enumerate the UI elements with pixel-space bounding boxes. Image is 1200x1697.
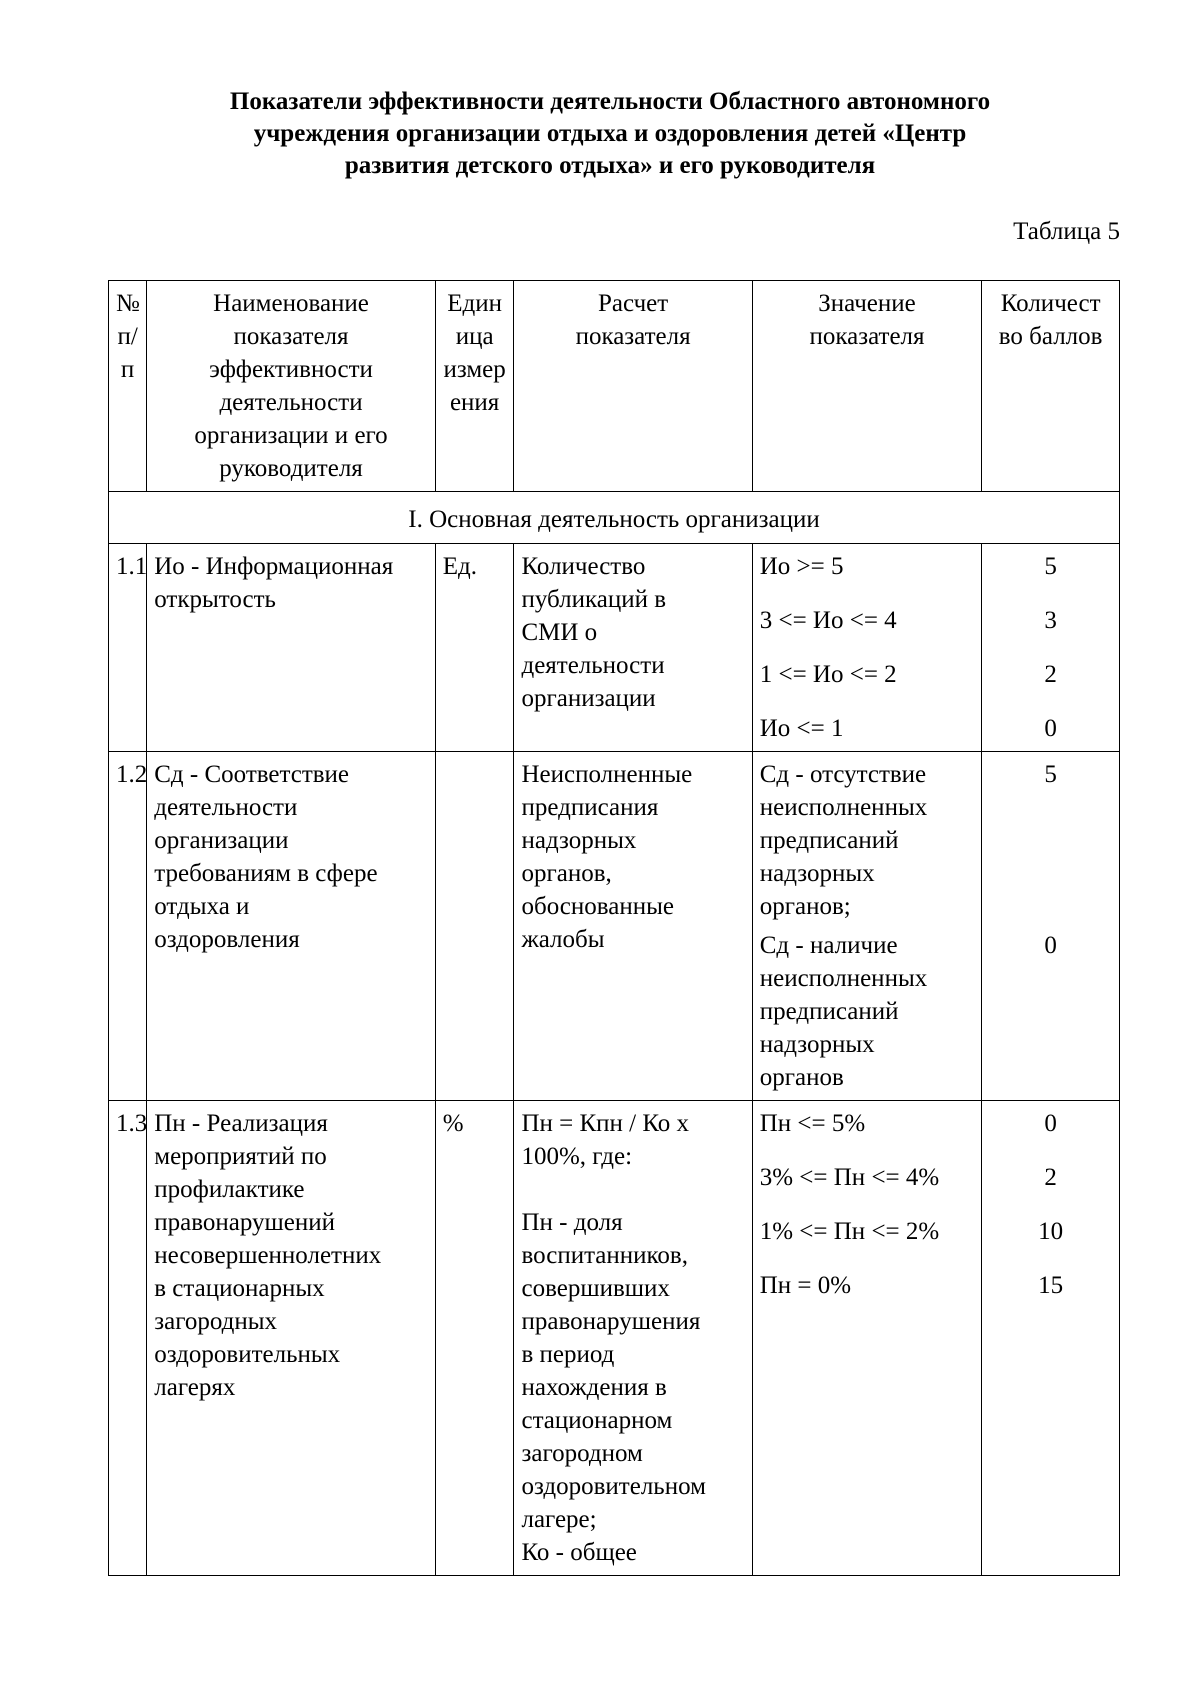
cell-line: оздоровления — [154, 926, 300, 953]
header-line: № — [116, 290, 140, 317]
cell-line: в стационарных — [154, 1275, 325, 1302]
header-line: п — [120, 356, 135, 383]
row-unit — [435, 752, 514, 1101]
cell-line: Ио - Информационная — [154, 553, 394, 580]
header-line: руководителя — [219, 455, 363, 482]
header-line: Един — [447, 290, 502, 317]
score-line: 10 — [1038, 1218, 1064, 1245]
cell-line: несовершеннолетних — [154, 1242, 382, 1269]
header-name — [147, 281, 436, 492]
value-line: Пн = 0% — [759, 1272, 852, 1299]
row-num: 1.2 — [109, 752, 147, 1101]
value-block — [760, 758, 975, 923]
table-row — [109, 752, 1120, 1101]
cell-line: совершивших — [521, 1275, 670, 1302]
table-row — [109, 1101, 1120, 1576]
cell-line: загородных — [154, 1308, 278, 1335]
cell-line: в период — [521, 1341, 615, 1368]
score-line: 15 — [1038, 1272, 1064, 1299]
header-value — [752, 281, 982, 492]
cell-line: требованиям в сфере — [154, 860, 378, 887]
value-line: предписаний — [759, 827, 899, 854]
table-row — [109, 544, 1120, 752]
row-unit: Ед. — [435, 544, 514, 752]
section-row — [109, 492, 1120, 544]
row-calc — [514, 544, 752, 752]
document-title — [110, 86, 1110, 182]
value-block — [760, 929, 975, 1094]
row-scores — [982, 544, 1120, 752]
cell-line: организации — [521, 685, 656, 712]
cell-line: Пн - доля — [521, 1209, 623, 1236]
value-line: надзорных — [759, 1031, 875, 1058]
row-calc — [514, 1101, 752, 1576]
score-line: 2 — [1044, 661, 1057, 688]
value-line: 3 <= Ио <= 4 — [759, 607, 897, 634]
cell-line: Пн - Реализация — [154, 1110, 328, 1137]
score-line: 3 — [1044, 607, 1057, 634]
cell-line: публикаций в — [521, 586, 667, 613]
cell-line: Пн = Кпн / Ко х — [521, 1110, 690, 1137]
cell-line: воспитанников, — [521, 1242, 688, 1269]
indicators-table — [108, 280, 1120, 1576]
section-title: I. Основная деятельность организации — [109, 492, 1120, 544]
row-name — [147, 752, 436, 1101]
row-name — [147, 544, 436, 752]
header-line: Расчет — [598, 290, 669, 317]
header-line: во баллов — [998, 323, 1103, 350]
value-line: Сд - отсутствие — [759, 761, 927, 788]
cell-line: правонарушений — [154, 1209, 335, 1236]
cell-line: организации — [154, 827, 289, 854]
value-line: Ио >= 5 — [759, 553, 844, 580]
cell-line: Количество — [521, 553, 646, 580]
header-line: ица — [455, 323, 494, 350]
row-calc — [514, 752, 752, 1101]
value-line: надзорных — [759, 860, 875, 887]
header-line: показателя — [233, 323, 349, 350]
row-values — [752, 752, 982, 1101]
cell-line: профилактике — [154, 1176, 305, 1203]
value-line: 3% <= Пн <= 4% — [759, 1164, 940, 1191]
score-line: 5 — [1044, 553, 1057, 580]
value-line: 1% <= Пн <= 2% — [759, 1218, 940, 1245]
cell-line: органов, — [521, 860, 612, 887]
header-line: организации и его — [194, 422, 388, 449]
cell-line: отдыха и — [154, 893, 250, 920]
header-line: измер — [443, 356, 506, 383]
cell-line: деятельности — [154, 794, 298, 821]
header-line: Наименование — [213, 290, 369, 317]
cell-line: предписания — [521, 794, 659, 821]
row-num: 1.3 — [109, 1101, 147, 1576]
row-unit: % — [435, 1101, 514, 1576]
value-line: неисполненных — [759, 794, 928, 821]
cell-line: СМИ о — [521, 619, 598, 646]
cell-line: лагерях — [154, 1374, 236, 1401]
score-line: 2 — [1044, 1164, 1057, 1191]
value-line: органов; — [759, 893, 851, 920]
header-unit — [435, 281, 514, 492]
cell-line: стационарном — [521, 1407, 673, 1434]
row-scores — [982, 752, 1120, 1101]
cell-line: надзорных — [521, 827, 637, 854]
title-line: Показатели эффективности деятельности Областного автономного — [229, 88, 991, 115]
cell-line: лагере; — [521, 1506, 597, 1533]
value-line: органов — [759, 1064, 844, 1091]
cell-line: обоснованные — [521, 893, 675, 920]
value-line: предписаний — [759, 998, 899, 1025]
value-line: Сд - наличие — [759, 932, 898, 959]
title-line: учреждения организации отдыха и оздоровления детей «Центр — [253, 120, 967, 147]
value-line: Пн <= 5% — [759, 1110, 866, 1137]
cell-line: Неисполненные — [521, 761, 693, 788]
header-line: ения — [449, 389, 500, 416]
cell-line: деятельности — [521, 652, 665, 679]
cell-line: загородном — [521, 1440, 643, 1467]
header-row — [109, 281, 1120, 492]
header-line: показателя — [575, 323, 691, 350]
header-num — [109, 281, 147, 492]
cell-line: Сд - Соответствие — [154, 761, 350, 788]
cell-line: жалобы — [521, 926, 605, 953]
header-line: деятельности — [219, 389, 363, 416]
score-line: 5 — [1044, 761, 1057, 788]
cell-line: оздоровительных — [154, 1341, 341, 1368]
title-line: развития детского отдыха» и его руководителя — [344, 152, 876, 179]
header-line: Количест — [1000, 290, 1101, 317]
header-line: эффективности — [209, 356, 373, 383]
row-scores — [982, 1101, 1120, 1576]
header-calc — [514, 281, 752, 492]
row-num: 1.1 — [109, 544, 147, 752]
value-line: 1 <= Ио <= 2 — [759, 661, 897, 688]
cell-line: открытость — [154, 586, 276, 613]
cell-line: правонарушения — [521, 1308, 701, 1335]
header-line: показателя — [809, 323, 925, 350]
cell-line: мероприятий по — [154, 1143, 327, 1170]
header-line: п/ — [117, 323, 138, 350]
value-line: Ио <= 1 — [759, 715, 844, 742]
cell-line: Ко - общее — [521, 1539, 637, 1566]
header-line: Значение — [818, 290, 916, 317]
header-score — [982, 281, 1120, 492]
value-line: неисполненных — [759, 965, 928, 992]
score-line: 0 — [1044, 932, 1057, 959]
score-line: 0 — [1044, 715, 1057, 742]
cell-line: нахождения в — [521, 1374, 667, 1401]
cell-line: 100%, где: — [521, 1143, 633, 1170]
score-line: 0 — [1044, 1110, 1057, 1137]
blank-line — [521, 1173, 744, 1206]
cell-line: оздоровительном — [521, 1473, 706, 1500]
row-name — [147, 1101, 436, 1576]
row-values — [752, 544, 982, 752]
table-label: Таблица 5 — [1013, 218, 1120, 245]
row-values — [752, 1101, 982, 1576]
